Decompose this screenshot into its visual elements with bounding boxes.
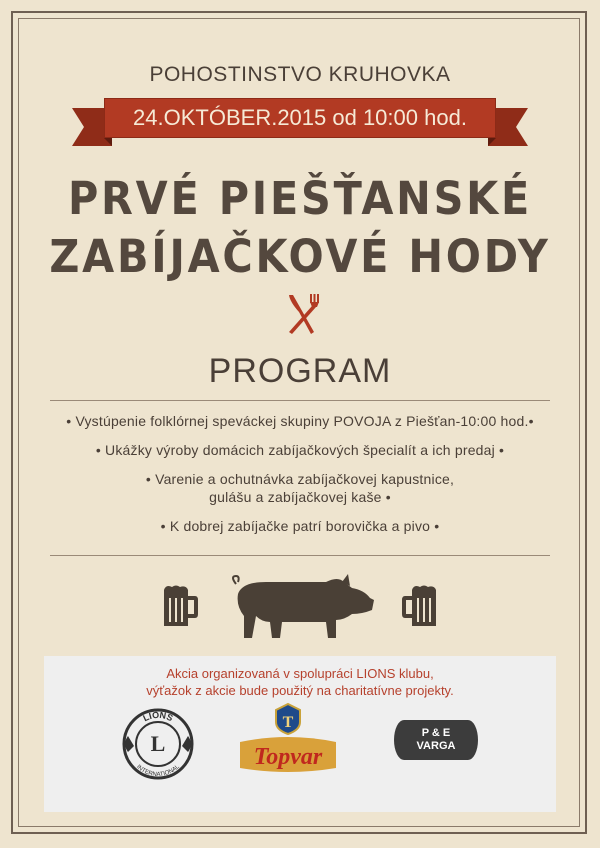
date-ribbon <box>72 90 528 150</box>
lions-logo-letter: L <box>150 731 166 756</box>
pe-varga-line-1: P & E <box>421 727 451 739</box>
lions-logo-bottom-text: INTERNATIONAL <box>135 764 181 779</box>
beer-mug-icon <box>160 584 200 628</box>
pig-icon <box>222 572 382 644</box>
event-title <box>24 170 576 286</box>
venue-name: POHOSTINSTVO KRUHOVKA <box>149 63 451 86</box>
sponsor-note-line-2: výťažok z akcie bude použitý na charitatívne projekty. <box>146 683 454 698</box>
program-list <box>30 412 570 546</box>
sponsor-note-line-1: Akcia organizovaná v spolupráci LIONS klubu, <box>166 666 434 681</box>
program-item-folklore: • Vystúpenie folklórnej speváckej skupiny POVOJA z Piešťan-10:00 hod.• <box>66 413 534 429</box>
pe-varga-line-2: VARGA <box>416 740 456 752</box>
lions-logo-top-text: LIONS <box>141 709 175 724</box>
topvar-badge-letter: T <box>282 714 294 731</box>
program-item-specialties: • Ukážky výroby domácich zabíjačkových špecialít a ich predaj • <box>95 442 505 458</box>
program-item-cooking-line-1: • Varenie a ochutnávka zabíjačkovej kapustnice, <box>145 471 455 487</box>
pe-varga-logo <box>394 720 478 760</box>
beer-mug-icon <box>400 584 440 628</box>
program-heading: PROGRAM <box>208 352 392 390</box>
divider-bottom <box>50 555 550 556</box>
title-line-1: PRVÉ PIEŠŤANSKÉ <box>67 172 533 225</box>
program-item-cooking <box>30 470 570 506</box>
lions-club-logo <box>120 706 196 782</box>
divider-top <box>50 400 550 401</box>
date-line: 24.OKTÓBER.2015 od 10:00 hod. <box>104 98 496 138</box>
topvar-logo <box>232 702 344 778</box>
fork-knife-cross-icon <box>282 292 322 336</box>
title-line-2: ZABÍJAČKOVÉ HODY <box>49 230 551 283</box>
sponsor-note <box>44 665 556 699</box>
program-item-cooking-line-2: gulášu a zabíjačkovej kaše • <box>209 489 391 505</box>
topvar-wordmark: Topvar <box>253 744 323 770</box>
program-item-drinks: • K dobrej zabíjačke patrí borovička a pivo • <box>160 518 440 534</box>
